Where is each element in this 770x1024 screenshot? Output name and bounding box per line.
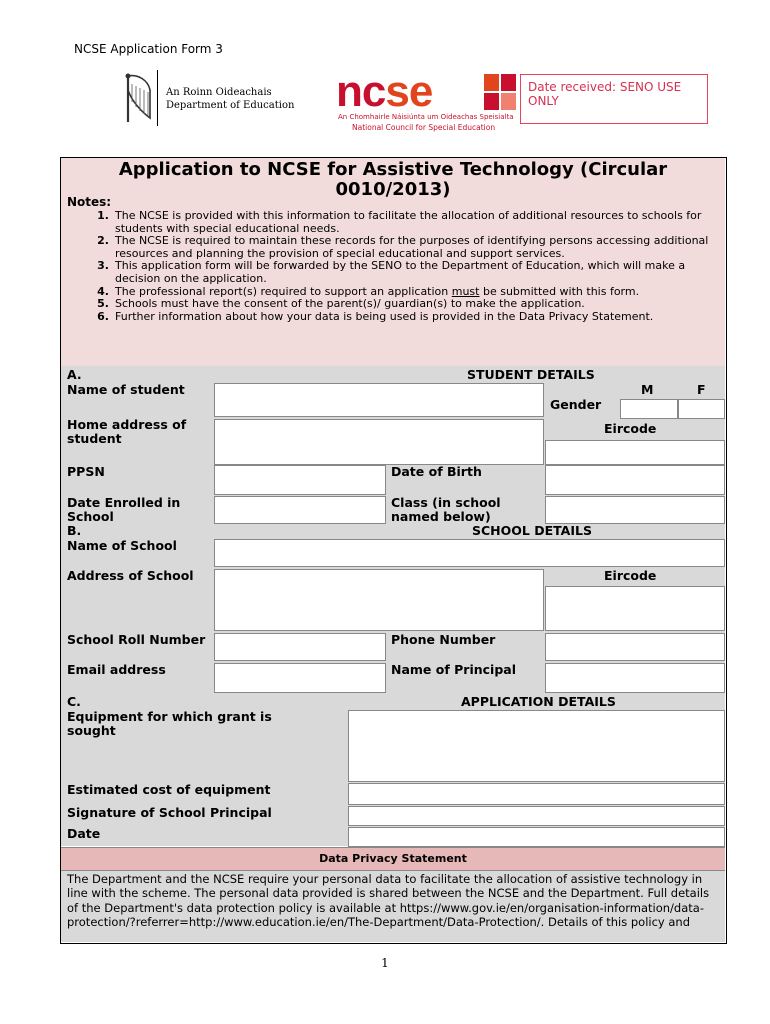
- gender-m-box[interactable]: [620, 399, 678, 419]
- notes-heading: Notes:: [67, 195, 112, 209]
- date-received-box: Date received: SENO USE ONLY: [520, 74, 708, 124]
- date-label: Date: [67, 826, 101, 841]
- note-number: 1.: [97, 209, 109, 222]
- school-address-label: Address of School: [67, 568, 194, 583]
- signature-field[interactable]: [348, 806, 725, 826]
- principal-name-field[interactable]: [545, 663, 725, 693]
- school-address-field[interactable]: [214, 569, 544, 631]
- note-number: 4.: [97, 284, 109, 298]
- email-label: Email address: [67, 662, 166, 677]
- dob-field[interactable]: [545, 465, 725, 495]
- privacy-text: The Department and the NCSE require your personal data to facilitate the allocation of assistive technology in line with the scheme. The personal data provided is shared between the NCSE and the Department. Full details of the Department's data protection policy is available at https://www.gov.ie/en/organisation-information/data-protection/?referrer=http://www.education.ie/en/The-Department/Data-Protection/. Details of this policy and: [67, 872, 710, 930]
- cost-label: Estimated cost of equipment: [67, 782, 271, 797]
- phone-label: Phone Number: [391, 632, 496, 647]
- note-item: [89, 210, 721, 235]
- note-text: The NCSE is provided with this information to facilitate the allocation of additional resources to schools for students with special educational needs.: [115, 209, 702, 235]
- equipment-label: Equipment for which grant is sought: [67, 709, 272, 738]
- note-text: Further information about how your data is being used is provided in the Data Privacy Statement.: [115, 309, 654, 323]
- ncse-logo: [336, 67, 516, 134]
- school-name-field[interactable]: [214, 539, 725, 567]
- note-item: [89, 235, 721, 260]
- student-eircode-label: Eircode: [604, 421, 657, 436]
- note-text: Schools must have the consent of the parent(s)/ guardian(s) to make the application.: [115, 297, 585, 311]
- application-form: [60, 157, 727, 944]
- section-b-heading: SCHOOL DETAILS: [472, 523, 592, 538]
- signature-label: Signature of School Principal: [67, 805, 272, 820]
- email-field[interactable]: [214, 663, 386, 693]
- notes-list: [89, 210, 721, 323]
- department-english: Department of Education: [166, 100, 295, 111]
- department-irish: An Roinn Oideachais: [166, 87, 272, 98]
- class-field[interactable]: [545, 496, 725, 524]
- date-enrolled-label: Date Enrolled in School: [67, 495, 181, 524]
- class-label: Class (in school named below): [391, 495, 501, 524]
- home-address-label: Home address of student: [67, 417, 187, 446]
- harp-logo-icon: [120, 72, 154, 126]
- note-text: be submitted with this form.: [479, 284, 640, 298]
- note-number: 5.: [97, 297, 109, 311]
- page-number: 1: [381, 956, 389, 970]
- gender-m-label: M: [641, 382, 654, 397]
- logo-divider: [157, 70, 158, 126]
- home-address-field[interactable]: [214, 419, 544, 465]
- note-item: [89, 311, 721, 324]
- note-number: 3.: [97, 259, 109, 273]
- note-emphasis: must: [451, 284, 480, 298]
- section-c-heading: APPLICATION DETAILS: [461, 694, 616, 709]
- ppsn-label: PPSN: [67, 464, 105, 479]
- student-name-field[interactable]: [214, 383, 544, 417]
- student-eircode-field[interactable]: [545, 440, 725, 465]
- gender-f-box[interactable]: [678, 399, 725, 419]
- school-eircode-field[interactable]: [545, 586, 725, 631]
- cost-field[interactable]: [348, 783, 725, 805]
- note-item: [89, 260, 721, 285]
- ppsn-field[interactable]: [214, 465, 386, 495]
- ncse-blocks-icon: [484, 74, 516, 110]
- privacy-header-bar: [61, 847, 725, 871]
- ncse-wordmark: [336, 67, 433, 116]
- ncse-word-se: se: [385, 67, 433, 116]
- phone-field[interactable]: [545, 633, 725, 661]
- ncse-english-name: National Council for Special Education: [352, 123, 496, 132]
- equipment-field[interactable]: [348, 710, 725, 782]
- note-number: 6.: [97, 309, 109, 323]
- form-label: NCSE Application Form 3: [74, 42, 223, 56]
- note-text: The professional report(s) required to support an application: [115, 284, 452, 298]
- dob-label: Date of Birth: [391, 464, 482, 479]
- roll-number-label: School Roll Number: [67, 632, 206, 647]
- gender-f-label: F: [697, 382, 706, 397]
- note-number: 2.: [97, 234, 109, 248]
- note-text: This application form will be forwarded by the SENO to the Department of Education, which will make a decision on the application.: [115, 259, 686, 285]
- section-a-heading: STUDENT DETAILS: [467, 367, 595, 382]
- student-name-label: Name of student: [67, 382, 185, 397]
- section-c-letter: C.: [67, 694, 81, 709]
- gender-label: Gender: [550, 397, 602, 412]
- ncse-irish-name: An Chomhairle Náisiúnta um Oideachas Speisialta: [338, 113, 514, 121]
- section-a-letter: A.: [67, 367, 82, 382]
- notes-panel: [61, 158, 725, 366]
- date-field[interactable]: [348, 827, 725, 847]
- note-text: The NCSE is required to maintain these records for the purposes of identifying persons accessing additional resources and planning the provision of special educational and support services.: [115, 234, 709, 260]
- date-enrolled-field[interactable]: [214, 496, 386, 524]
- ncse-word-nc: nc: [336, 67, 386, 116]
- roll-number-field[interactable]: [214, 633, 386, 661]
- section-b-letter: B.: [67, 523, 82, 538]
- principal-name-label: Name of Principal: [391, 662, 516, 677]
- form-title: Application to NCSE for Assistive Technology (Circular 0010/2013): [118, 159, 668, 200]
- privacy-heading: Data Privacy Statement: [319, 852, 467, 865]
- school-name-label: Name of School: [67, 538, 177, 553]
- department-name: [166, 86, 294, 112]
- school-eircode-label: Eircode: [604, 568, 657, 583]
